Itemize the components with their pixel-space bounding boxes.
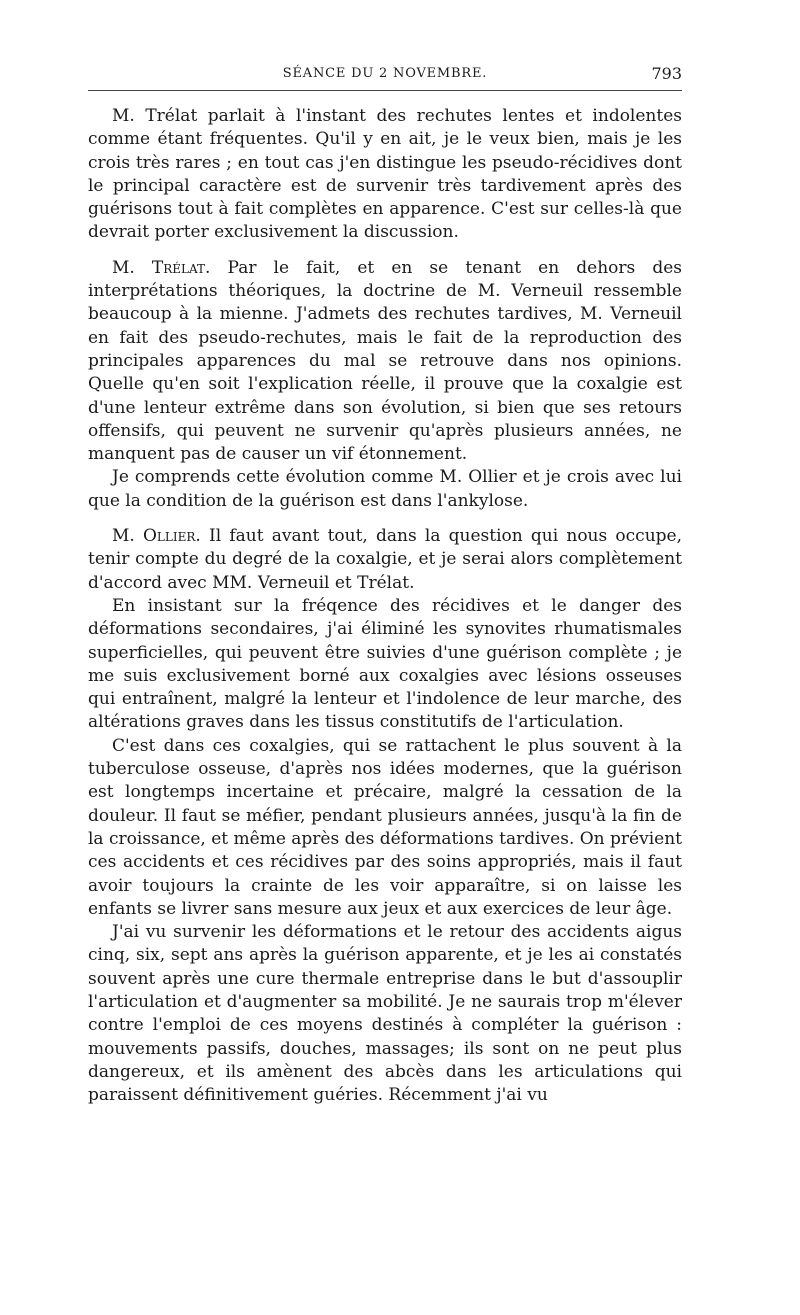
paragraph <box>88 595 682 735</box>
paragraph-text: Il faut avant tout, dans la question qui nous occupe, tenir compte du degré de la coxalgie, et je serai alors complètement d'accord avec MM. Verneuil et Trélat. <box>88 526 682 593</box>
page-number: 793 <box>651 64 682 83</box>
paragraph <box>88 105 682 245</box>
paragraph <box>88 257 682 467</box>
paragraph-text: En insistant sur la fréqence des récidives et le danger des déformations secondaires, j'ai éliminé les synovites rhumatismales superficielles, qui peuvent être suivies d'une guérison complète ; je me suis exclusivement borné aux coxalgies avec lésions osseuses qui entraînent, malgré la lenteur et l'indolence de leur marche, des altérations graves dans les tissus constitutifs de l'articulation. <box>88 595 682 733</box>
page-body <box>88 105 682 1107</box>
speaker-name: M. Ollier. <box>112 526 201 547</box>
paragraph <box>88 921 682 1107</box>
paragraph-text: M. Trélat parlait à l'instant des rechutes lentes et indolentes comme étant fréquentes. Qu'il y en ait, je le veux bien, mais je les crois très rares ; en tout cas j'en distingue les pseudo-récidives dont le principal caractère est de survenir très tardivement après des guérisons tout à fait complètes en apparence. C'est sur celles-là que devrait porter exclusivement la discussion. <box>88 106 682 243</box>
page-header <box>88 62 682 91</box>
paragraph-text: J'ai vu survenir les déformations et le retour des accidents aigus cinq, six, sept ans après la guérison apparente, et je les ai constatés souvent après une cure thermale entreprise dans le but d'assouplir l'articulation et d'augmenter sa mobilité. Je ne saurais trop m'élever contre l'emploi de ces moyens destinés à compléter la guérison : mouvements passifs, douches, massages; ils sont on ne peut plus dangereux, et ils amènent des abcès dans les articulations qui paraissent définitivement guéries. Récemment j'ai vu <box>88 922 682 1106</box>
speaker-name: M. Trélat. <box>112 257 211 278</box>
paragraph-text: Par le fait, et en se tenant en dehors des interprétations théoriques, la doctrine de M. Verneuil ressemble beaucoup à la mienne. J'admets des rechutes tardives, M. Verneuil en fait des pseudo-rechutes, mais le fait de la reproduction des principales apparences du mal se retrouve dans nos opinions. Quelle qu'en soit l'explication réelle, il prouve que la coxalgie est d'une lenteur extrême dans son évolution, si bien que ses retours offensifs, qui peuvent ne survenir qu'après plusieurs années, ne manquent pas de causer un vif étonnement. <box>88 257 683 465</box>
paragraph <box>88 525 682 595</box>
paragraph <box>88 735 682 921</box>
running-head: SÉANCE DU 2 NOVEMBRE. <box>282 66 488 81</box>
paragraph <box>88 466 682 513</box>
paragraph-text: C'est dans ces coxalgies, qui se rattachent le plus souvent à la tuberculose osseuse, d'après nos idées modernes, que la guérison est longtemps incertaine et précaire, malgré la cessation de la douleur. Il faut se méfier, pendant plusieurs années, jusqu'à la fin de la croissance, et même après des déformations tardives. On prévient ces accidents et ces récidives par des soins appropriés, mais il faut avoir toujours la crainte de les voir apparaître, si on laisse les enfants se livrer sans mesure aux jeux et aux exercices de leur âge. <box>88 735 682 919</box>
paragraph-text: Je comprends cette évolution comme M. Ollier et je crois avec lui que la condition de la guérison est dans l'ankylose. <box>88 467 682 511</box>
book-page <box>88 62 682 1107</box>
